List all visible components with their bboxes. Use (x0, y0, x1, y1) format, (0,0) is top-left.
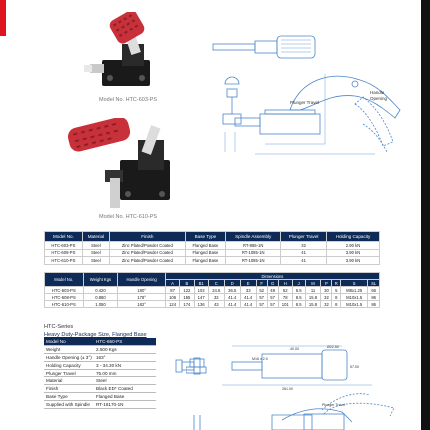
table-cell: Steel (82, 242, 109, 250)
spec-value: Steel (94, 377, 156, 385)
table-cell: 32 (208, 294, 224, 301)
table-cell: 147 (194, 294, 208, 301)
table-cell: 41.4 (224, 294, 240, 301)
spec-row (44, 354, 156, 362)
spec-value: Flanged Base (94, 393, 156, 401)
table-cell: HTC-610-PS (45, 301, 84, 308)
table-cell: Flanged Base (185, 257, 225, 265)
table-cell: Steel (82, 257, 109, 265)
spec-value: HTC-650-PS (94, 338, 156, 346)
spec-key: Holding Capacity (44, 361, 94, 369)
dimensions-group-header: Dimensions (165, 273, 379, 280)
dim-col-s: S (341, 280, 368, 287)
table-cell: RT-865-1N (226, 242, 281, 250)
table-cell: 66 (368, 287, 380, 294)
table-cell: 43 (208, 301, 224, 308)
table-cell: 5 (332, 287, 341, 294)
col-plunger-travel: Plunger Travel (281, 232, 327, 242)
dim-col-b: B (180, 280, 194, 287)
spec-row (44, 385, 156, 393)
svg-text:Ø22.50: Ø22.50 (327, 345, 339, 349)
table-cell: 178° (118, 294, 166, 301)
table-cell: Flanged Base (185, 249, 225, 257)
table-cell: 180° (118, 287, 166, 294)
table-cell: M8x1.25 (341, 287, 368, 294)
dim-col-sl: SL (368, 280, 380, 287)
spec-row (44, 346, 156, 354)
spec-value: 3 - 34.30 kN (94, 361, 156, 369)
spec-key: Material (44, 377, 94, 385)
table-cell: 41.4 (224, 301, 240, 308)
col-model: Model No. (45, 273, 84, 287)
spec-key: Handle Opening (± 3°) (44, 354, 94, 362)
col-spindle: Spindle Assembly (226, 232, 281, 242)
spec-key: Base Type (44, 393, 94, 401)
product-photo-2 (60, 118, 185, 210)
table-row (45, 301, 380, 308)
product-photo-1 (82, 12, 172, 94)
col-model: Model No. (45, 232, 83, 242)
plunger-travel-label: Plunger Travel (290, 100, 320, 105)
col-handle-opening: Handle Opening (118, 273, 166, 287)
dim-col-p: P (321, 280, 332, 287)
table-cell: 2.90 kN (327, 242, 380, 250)
table-cell: 86 (368, 294, 380, 301)
table-cell: M10x1.5 (341, 294, 368, 301)
spec-row (44, 393, 156, 401)
spec-row (44, 400, 156, 408)
col-weight: Weight Kgs (83, 273, 118, 287)
table-cell: 15.8 (305, 301, 321, 308)
table-cell: 41.4 (240, 294, 256, 301)
dimensions-table (44, 272, 380, 308)
col-holding-capacity: Holding Capacity (327, 232, 380, 242)
table-cell: 57 (267, 301, 278, 308)
small-side-drawing (186, 355, 216, 430)
table-cell: 8.5 (292, 301, 305, 308)
table-cell: 0.420 (83, 287, 118, 294)
red-corner-tab (0, 0, 6, 36)
table-cell: 57 (256, 294, 267, 301)
table-cell: 8 (332, 301, 341, 308)
table-cell: 3.90 kN (327, 257, 380, 265)
spec-key: Finish (44, 385, 94, 393)
table-cell: 32 (321, 301, 332, 308)
table-cell: HTC-608-PS (45, 294, 84, 301)
table-cell: 32 (321, 294, 332, 301)
table-cell: Zinc Plated/Powder Coated (109, 257, 185, 265)
table-row (45, 257, 380, 265)
svg-text:M16 x 2.0: M16 x 2.0 (252, 357, 268, 361)
table-cell: 41.4 (240, 301, 256, 308)
spec-value: 2.500 Kgs (94, 346, 156, 354)
table-cell: 8 (332, 294, 341, 301)
svg-text:Opening: Opening (370, 96, 388, 101)
table-cell: HTC-603-PS (45, 287, 84, 294)
series-subtitle: Heavy Duty-Package Size, Flanged Base (44, 332, 147, 338)
dim-col-m: M (305, 280, 321, 287)
table-cell: 8.5 (292, 294, 305, 301)
table-cell: 87 (165, 287, 179, 294)
dim-col-d: D (224, 280, 240, 287)
table-row (45, 287, 380, 294)
svg-text:57.00: 57.00 (350, 365, 359, 369)
table-cell: 6.5 (292, 287, 305, 294)
spec-key: Weight (44, 346, 94, 354)
table-cell: 32 (281, 242, 327, 250)
svg-text:40.00: 40.00 (290, 347, 299, 351)
spec-key: Supplied with Spindle (44, 400, 94, 408)
spec-value: 75.00 mm (94, 369, 156, 377)
series-heading (44, 323, 147, 339)
col-finish: Finish (109, 232, 185, 242)
table-cell: Zinc Plated/Powder Coated (109, 249, 185, 257)
table-row (45, 294, 380, 301)
handle-opening-label: Handle (370, 90, 385, 95)
table-cell: 106 (165, 294, 179, 301)
svg-text:261.00: 261.00 (282, 387, 293, 391)
table-cell: 30 (321, 287, 332, 294)
table-cell: HTC-603-PS (45, 242, 83, 250)
table-cell: Steel (82, 249, 109, 257)
table-cell: 52 (256, 287, 267, 294)
table-row (45, 249, 380, 257)
dim-col-r: R (332, 280, 341, 287)
table-cell: RT-1085-1N (226, 257, 281, 265)
table-cell: 41 (281, 249, 327, 257)
spec-value: Black ED* Coated (94, 385, 156, 393)
table-cell: 52 (278, 287, 292, 294)
svg-text:Plunger Travel: Plunger Travel (322, 403, 346, 407)
table-cell: 182° (118, 301, 166, 308)
col-material: Material (82, 232, 109, 242)
dim-col-g: G (267, 280, 278, 287)
table-cell: 136 (194, 301, 208, 308)
table-cell: 57 (267, 294, 278, 301)
table-cell: 1.050 (83, 301, 118, 308)
model-summary-table (44, 231, 380, 265)
table-cell: 15.8 (305, 294, 321, 301)
technical-drawing-top (205, 14, 415, 174)
series-title: HTC-Series (44, 324, 74, 330)
table-cell: RT-1085-1N (226, 249, 281, 257)
spec-value: RT-16170-1N (94, 400, 156, 408)
table-cell: HTC-608-PS (45, 249, 83, 257)
photo-caption-1: Model No. HTC-603-PS (99, 97, 158, 103)
table-cell: 101 (278, 301, 292, 308)
table-cell: 0.880 (83, 294, 118, 301)
table-cell: 48 (267, 287, 278, 294)
dim-col-j: J (292, 280, 305, 287)
spec-value: 163° (94, 354, 156, 362)
table-cell: 78 (278, 294, 292, 301)
table-cell: 33 (240, 287, 256, 294)
dim-col-e: E (240, 280, 256, 287)
table-cell: 86 (368, 301, 380, 308)
spec-table (44, 338, 156, 409)
col-base-type: Base Type (185, 232, 225, 242)
dim-col-h: H (278, 280, 292, 287)
right-edge-bar (421, 0, 430, 430)
spec-row (44, 338, 156, 346)
table-cell: 41 (281, 257, 327, 265)
table-cell: 24.5 (208, 287, 224, 294)
table-cell: 36.5 (224, 287, 240, 294)
table-cell: 174 (180, 301, 194, 308)
table-cell: HTC-610-PS (45, 257, 83, 265)
dim-col-b1: B1 (194, 280, 208, 287)
table-cell: 155 (180, 294, 194, 301)
dim-col-a: A (165, 280, 179, 287)
dim-col-f: F (256, 280, 267, 287)
dim-col-c: C (208, 280, 224, 287)
table-cell: 102 (194, 287, 208, 294)
table-cell: M10x1.5 (341, 301, 368, 308)
spec-key: Model No (44, 338, 94, 346)
table-cell: 57 (256, 301, 267, 308)
bottom-right-drawing (300, 400, 410, 430)
photo-caption-2: Model No. HTC-610-PS (99, 214, 158, 220)
spec-row (44, 361, 156, 369)
table-cell: 124 (165, 301, 179, 308)
table-cell: 122 (180, 287, 194, 294)
spec-key: Plunger Travel (44, 369, 94, 377)
table-cell: 3.90 kN (327, 249, 380, 257)
table-cell: Flanged Base (185, 242, 225, 250)
table-cell: Zinc Plated/Powder Coated (109, 242, 185, 250)
table-row (45, 242, 380, 250)
table-cell: 11 (305, 287, 321, 294)
spec-row (44, 377, 156, 385)
spec-row (44, 369, 156, 377)
